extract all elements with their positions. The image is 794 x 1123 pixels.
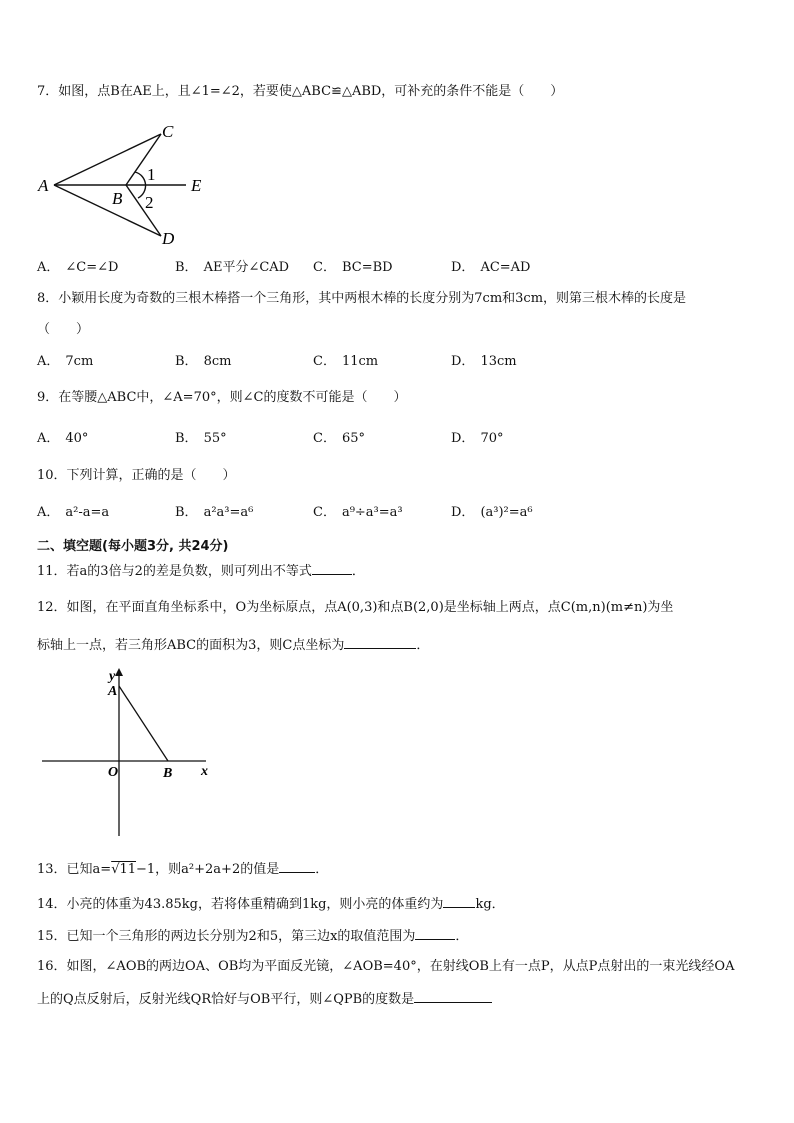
question-9-stem: 9．在等腰△ABC中，∠A=70°，则∠C的度数不可能是（ ）	[37, 390, 407, 405]
q8-option-a[interactable]: A． 7cm	[37, 354, 94, 369]
fig7-label-B: B	[112, 189, 123, 208]
q16-answer-blank[interactable]	[414, 988, 492, 1003]
fig12-label-B: B	[163, 766, 173, 781]
q8-option-d[interactable]: D． 13cm	[451, 354, 517, 369]
question-16-line-2	[37, 988, 492, 1010]
fig12-label-x: x	[201, 764, 208, 779]
q14-answer-blank[interactable]	[443, 893, 475, 908]
q13-prefix: 13．已知a=	[37, 862, 112, 877]
q12-answer-blank[interactable]	[344, 634, 416, 649]
question-14	[37, 893, 505, 915]
question-7-stem: 7．如图，点B在AE上，且∠1=∠2，若要使△ABC≌△ABD，可补充的条件不能是（ ）	[37, 84, 564, 99]
q9-option-c[interactable]: C． 65°	[313, 431, 365, 446]
q9-option-d[interactable]: D． 70°	[451, 431, 504, 446]
fig7-label-C: C	[162, 122, 174, 141]
q10-option-a[interactable]: A． a²-a=a	[37, 505, 110, 520]
q13-stem: −1，则a²+2a+2的值是	[136, 862, 280, 877]
q9-option-a[interactable]: A． 40°	[37, 431, 89, 446]
q10-option-c[interactable]: C． a⁹÷a³=a³	[313, 505, 403, 520]
question-10-options	[37, 504, 737, 522]
q14-stem: 14．小亮的体重为43.85kg，若将体重精确到1kg，则小亮的体重约为	[37, 897, 444, 912]
q7-option-c[interactable]: C． BC=BD	[313, 260, 393, 275]
q11-stem: 11．若a的3倍与2的差是负数，则可列出不等式	[37, 564, 312, 579]
question-8-options	[37, 353, 737, 371]
question-7-options	[37, 259, 737, 277]
fig12-label-A: A	[108, 684, 118, 699]
q12-end: ．	[416, 638, 430, 653]
question-12-figure	[38, 664, 228, 844]
question-10-stem: 10．下列计算，正确的是（ ）	[37, 468, 236, 483]
question-13	[37, 858, 328, 880]
q12-stem-cont: 标轴上一点，若三角形ABC的面积为3，则C点坐标为	[37, 638, 345, 653]
q7-option-a[interactable]: A． ∠C=∠D	[37, 260, 119, 275]
section-2-heading: 二、填空题(每小题3分, 共24分)	[37, 539, 229, 554]
question-16-stem: 16．如图，∠AOB的两边OA、OB均为平面反光镜，∠AOB=40°，在射线OB上有一点P，从点P点射出的一束光线经OA	[37, 959, 735, 974]
question-12-stem: 12．如图，在平面直角坐标系中，O为坐标原点，点A(0,3)和点B(2,0)是坐标轴上两点，点C(m,n)(m≠n)为坐	[37, 600, 674, 615]
q11-end: ．	[351, 564, 365, 579]
question-8-stem-cont: （ ）	[37, 322, 90, 337]
q13-end: ．	[315, 862, 329, 877]
q14-end: kg．	[475, 897, 505, 912]
question-12-line-2	[37, 634, 429, 656]
fig7-label-D: D	[162, 229, 175, 248]
q8-option-b[interactable]: B． 8cm	[175, 354, 232, 369]
fig12-label-y: y	[109, 669, 116, 684]
q11-answer-blank[interactable]	[312, 560, 352, 575]
q10-option-b[interactable]: B． a²a³=a⁶	[175, 505, 254, 520]
q9-option-b[interactable]: B． 55°	[175, 431, 227, 446]
q7-option-b[interactable]: B． AE平分∠CAD	[175, 260, 290, 275]
q13-answer-blank[interactable]	[279, 858, 315, 873]
q15-answer-blank[interactable]	[415, 925, 455, 940]
q8-option-c[interactable]: C． 11cm	[313, 354, 379, 369]
q15-end: ．	[455, 929, 469, 944]
q7-option-d[interactable]: D． AC=AD	[451, 260, 531, 275]
q16-stem-cont: 上的Q点反射后，反射光线QR恰好与OB平行，则∠QPB的度数是	[37, 992, 415, 1007]
question-8-stem: 8．小颖用长度为奇数的三根木棒搭一个三角形，其中两根木棒的长度分别为7cm和3cm，则第三根木棒的长度是	[37, 291, 687, 306]
fig7-label-A: A	[38, 176, 49, 195]
fig7-label-2: 2	[145, 193, 154, 212]
q10-option-d[interactable]: D． (a³)²=a⁶	[451, 505, 533, 520]
question-7-figure	[36, 120, 216, 250]
fig7-label-E: E	[191, 176, 202, 195]
fig7-label-1: 1	[147, 165, 156, 184]
question-15	[37, 925, 468, 947]
fig12-label-O: O	[108, 765, 119, 780]
q15-stem: 15．已知一个三角形的两边长分别为2和5，第三边x的取值范围为	[37, 929, 416, 944]
question-9-options	[37, 430, 737, 448]
question-11	[37, 560, 365, 582]
q13-radical: √11	[111, 862, 137, 877]
